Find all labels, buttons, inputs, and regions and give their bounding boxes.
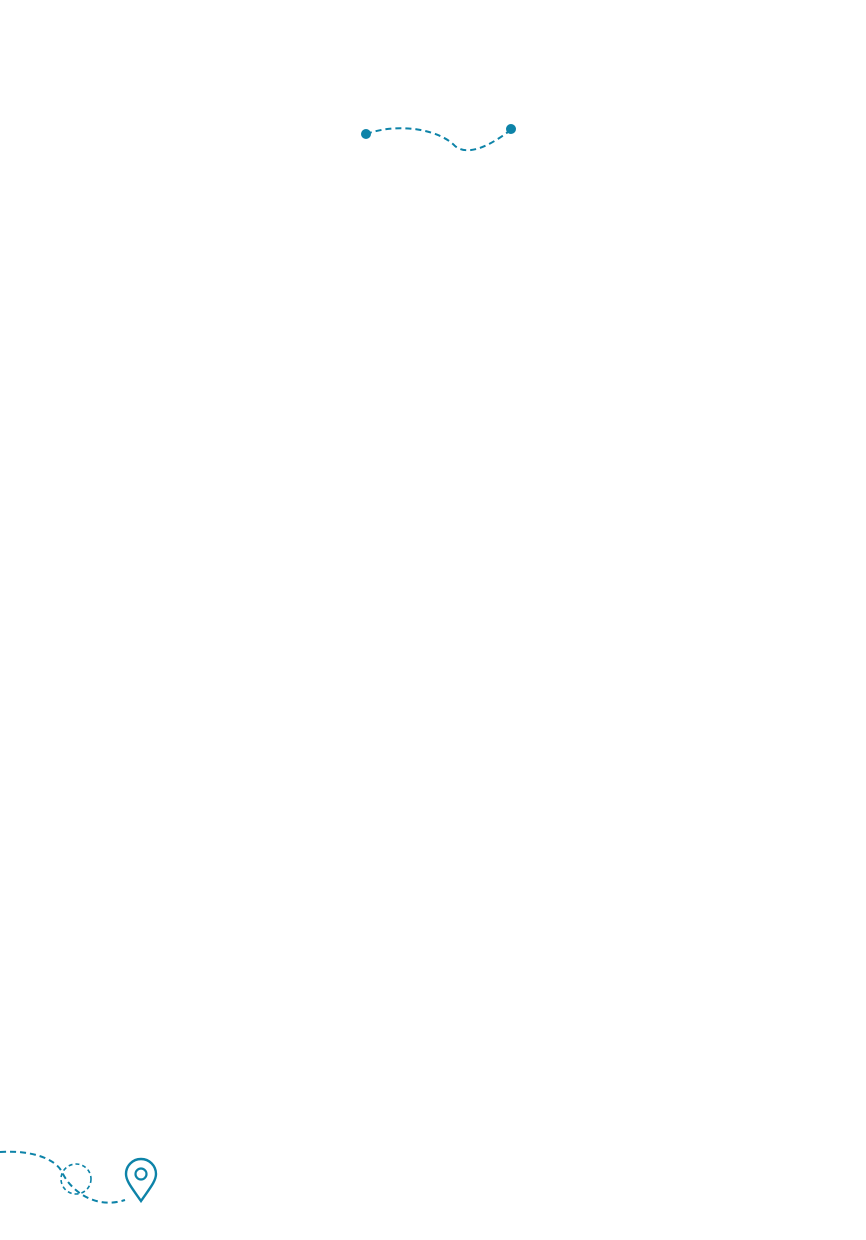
theme2-heading bbox=[109, 227, 425, 250]
location-pin-icon bbox=[126, 1159, 156, 1201]
title-squiggle-dot-left bbox=[361, 129, 371, 139]
page-number bbox=[60, 1163, 92, 1195]
toc-right-column bbox=[479, 157, 827, 249]
toc-left-column bbox=[109, 158, 425, 250]
theme3-heading bbox=[479, 157, 827, 180]
title-squiggle-dot-right bbox=[506, 124, 516, 134]
theme1-heading bbox=[109, 181, 425, 204]
theme4-heading bbox=[479, 203, 827, 226]
title-squiggle bbox=[366, 128, 512, 150]
